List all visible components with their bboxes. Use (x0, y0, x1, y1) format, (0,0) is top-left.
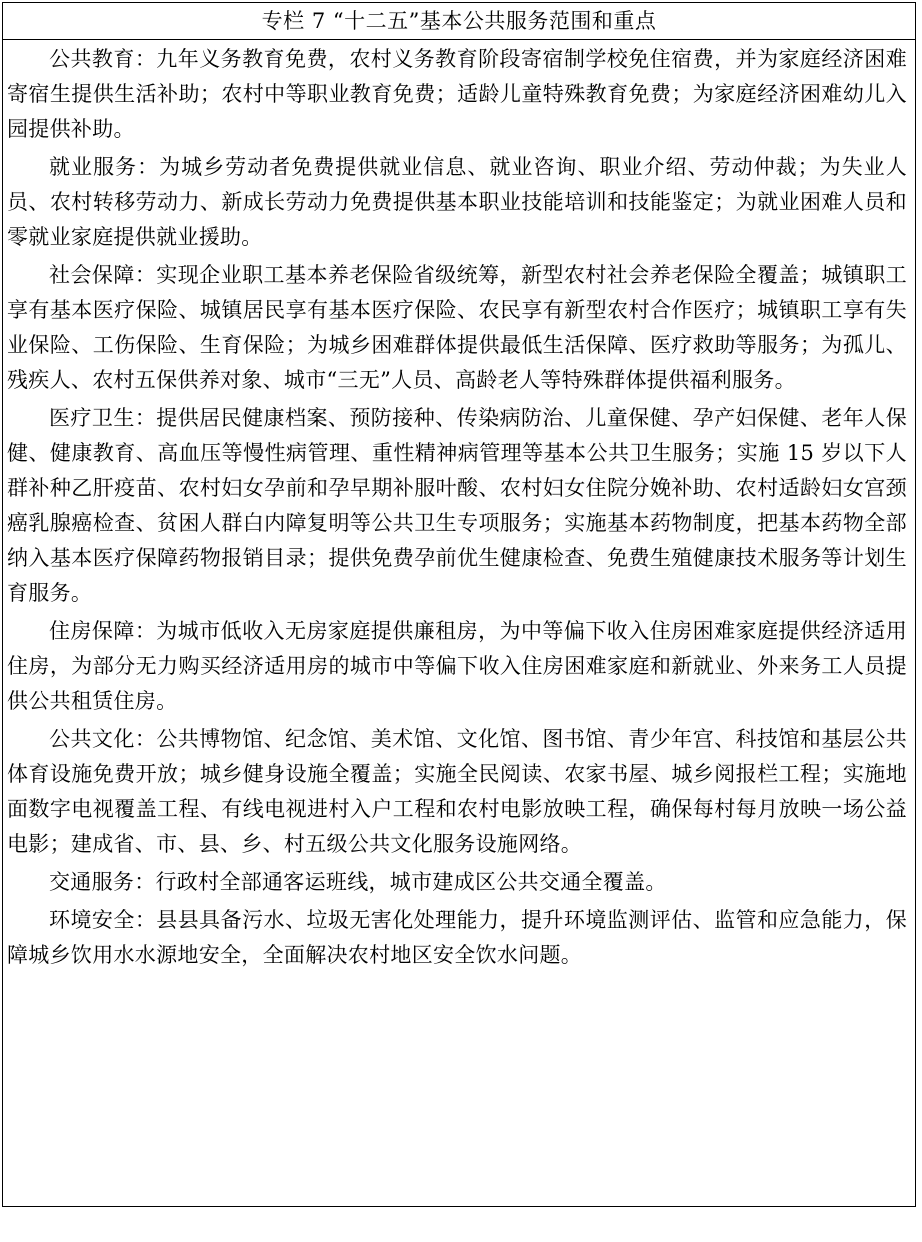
section-medical-health: 医疗卫生：提供居民健康档案、预防接种、传染病防治、儿童保健、孕产妇保健、老年人保健、健康教育、高血压等慢性病管理、重性精神病管理等基本公共卫生服务；实施 15 岁以下人群补种乙肝疫苗、农村妇女孕前和孕早期补服叶酸、农村妇女住院分娩补助、农村适龄妇女宫颈癌乳腺癌检查、贫困人群白内障复明等公共卫生专项服务；实施基本药物制度，把基本药物全部纳入基本医疗保障药物报销目录；提供免费孕前优生健康检查、免费生殖健康技术服务等计划生育服务。 (7, 406, 907, 605)
table-title-row (3, 3, 915, 40)
section-public-education: 公共教育：九年义务教育免费，农村义务教育阶段寄宿制学校免住宿费，并为家庭经济困难寄宿生提供生活补助；农村中等职业教育免费；适龄儿童特殊教育免费；为家庭经济困难幼儿入园提供补助。 (7, 47, 907, 141)
section-employment-services: 就业服务：为城乡劳动者免费提供就业信息、就业咨询、职业介绍、劳动仲裁；为失业人员、农村转移劳动力、新成长劳动力免费提供基本职业技能培训和技能鉴定；为就业困难人员和零就业家庭提供就业援助。 (7, 155, 907, 249)
section-environmental-safety: 环境安全：县县具备污水、垃圾无害化处理能力，提升环境监测评估、监管和应急能力，保障城乡饮用水水源地安全，全面解决农村地区安全饮水问题。 (7, 908, 907, 967)
section-social-security: 社会保障：实现企业职工基本养老保险省级统筹，新型农村社会养老保险全覆盖；城镇职工享有基本医疗保险、城镇居民享有基本医疗保险、农民享有新型农村合作医疗；城镇职工享有失业保险、工伤保险、生育保险；为城乡困难群体提供最低生活保障、医疗救助等服务；为孤儿、残疾人、农村五保供养对象、城市“三无”人员、高龄老人等特殊群体提供福利服务。 (7, 263, 907, 392)
table-content (3, 40, 915, 973)
section-housing-security: 住房保障：为城市低收入无房家庭提供廉租房，为中等偏下收入住房困难家庭提供经济适用住房，为部分无力购买经济适用房的城市中等偏下收入住房困难家庭和新就业、外来务工人员提供公共租赁住房。 (7, 619, 907, 713)
table-title: 专栏 7 “十二五”基本公共服务范围和重点 (261, 9, 657, 33)
section-public-culture: 公共文化：公共博物馆、纪念馆、美术馆、文化馆、图书馆、青少年宫、科技馆和基层公共体育设施免费开放；城乡健身设施全覆盖；实施全民阅读、农家书屋、城乡阅报栏工程；实施地面数字电视覆盖工程、有线电视进村入户工程和农村电影放映工程，确保每村每月放映一场公益电影；建成省、市、县、乡、村五级公共文化服务设施网络。 (7, 727, 907, 856)
table-box (2, 2, 916, 1207)
section-transport-services: 交通服务：行政村全部通客运班线，城市建成区公共交通全覆盖。 (49, 870, 667, 894)
